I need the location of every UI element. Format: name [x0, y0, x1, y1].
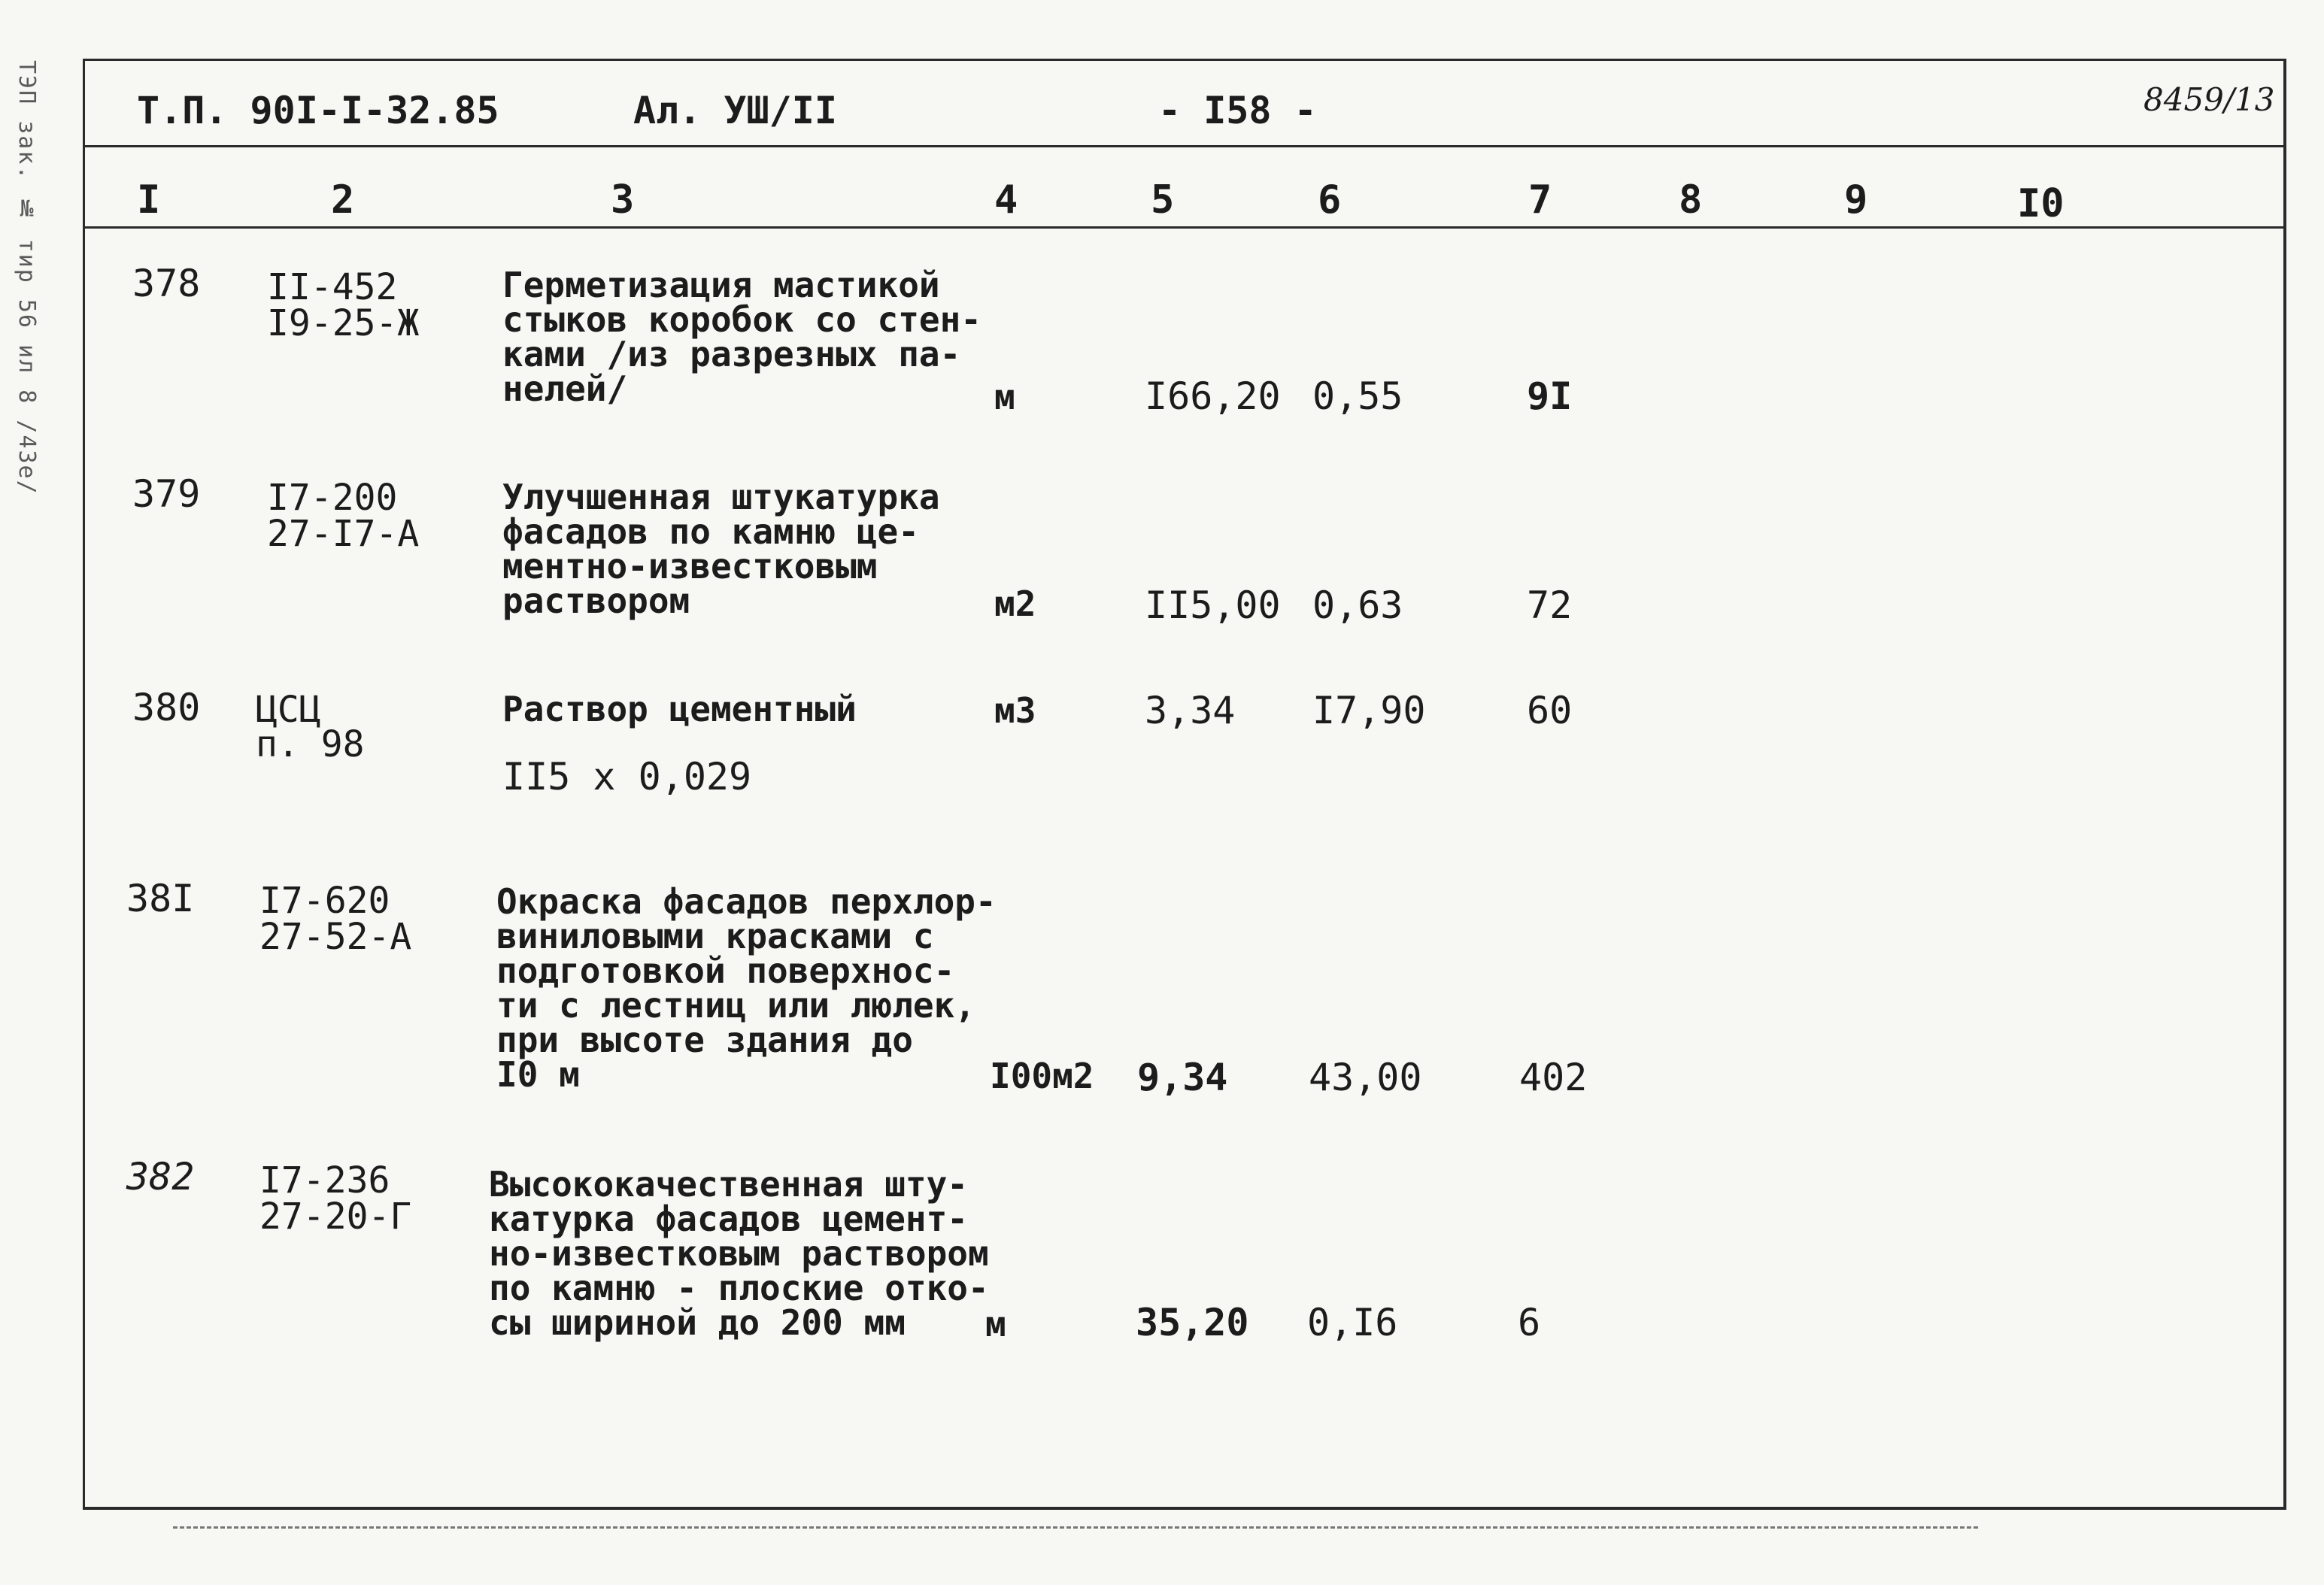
work-description: ментно-известковым	[502, 546, 878, 586]
work-description: Герметизация мастикой	[502, 265, 940, 305]
work-description: но-известковым раствором	[489, 1233, 989, 1274]
column-header-7: 7	[1528, 177, 1552, 223]
column-header-6: 6	[1318, 177, 1342, 223]
work-description: при высоте здания до	[496, 1020, 913, 1060]
norm-code: I7-200	[267, 477, 398, 519]
inventory-number: 8459/13	[2143, 81, 2275, 118]
quantity: II5,00	[1145, 583, 1281, 627]
unit: м2	[994, 583, 1036, 624]
total: 6	[1518, 1301, 1541, 1344]
total: 72	[1527, 583, 1573, 627]
norm-code: II-452	[267, 266, 398, 308]
total: 60	[1527, 689, 1573, 732]
norm-code: п. 98	[256, 723, 365, 765]
work-description: I0 м	[496, 1054, 580, 1095]
header-rule	[85, 145, 2283, 147]
row-number: 382	[126, 1155, 195, 1199]
work-description: ками /из разрезных па-	[502, 334, 961, 374]
work-description: нелей/	[502, 368, 628, 409]
norm-code: 27-20-Г	[259, 1196, 412, 1238]
norm-code: I9-25-Ж	[267, 302, 420, 344]
unit: м3	[994, 690, 1036, 731]
unit-price: 0,55	[1312, 374, 1403, 418]
work-description: катурка фасадов цемент-	[489, 1199, 968, 1239]
norm-code: 27-I7-А	[267, 513, 420, 555]
work-description: виниловыми красками с	[496, 916, 934, 956]
quantity: I66,20	[1145, 374, 1281, 418]
unit: м	[994, 377, 1015, 417]
work-description: по камню - плоские отко-	[489, 1268, 989, 1308]
project-code: Т.П. 90I-I-32.85	[137, 89, 499, 132]
work-description: раствором	[502, 580, 690, 621]
column-header-8: 8	[1679, 177, 1703, 223]
column-header-4: 4	[994, 177, 1018, 223]
row-number: 378	[132, 262, 201, 305]
unit-price: 0,63	[1312, 583, 1403, 627]
norm-code: I7-620	[259, 880, 390, 922]
row-number: 380	[132, 686, 201, 729]
margin-note: ТЭП зак. № тир 56 ил 8 /43e/	[14, 60, 40, 496]
column-header-3: 3	[611, 177, 635, 223]
column-header-5: 5	[1151, 177, 1175, 223]
column-header-10: I0	[2017, 181, 2065, 226]
row-number: 379	[132, 472, 201, 516]
work-description: стыков коробок со стен-	[502, 299, 981, 340]
column-header-1: I	[137, 177, 161, 223]
norm-code: I7-236	[259, 1159, 390, 1202]
work-description: фасадов по камню це-	[502, 511, 919, 552]
album-label: Ал. УШ/II	[633, 89, 837, 132]
bottom-edge-dash	[173, 1526, 1978, 1529]
quantity-formula: II5 х 0,029	[502, 755, 752, 799]
work-description: Улучшенная штукатурка	[502, 477, 940, 517]
total: 9I	[1527, 374, 1573, 418]
unit-price: I7,90	[1312, 689, 1426, 732]
work-description: Раствор цементный	[502, 689, 857, 729]
document-frame	[83, 59, 2286, 1510]
total: 402	[1519, 1056, 1588, 1099]
quantity: 3,34	[1145, 689, 1236, 732]
norm-code: 27-52-А	[259, 916, 412, 958]
row-number: 38I	[126, 877, 195, 920]
column-header-2: 2	[331, 177, 355, 223]
work-description: ти с лестниц или люлек,	[496, 985, 975, 1026]
norm-code: ЦСЦ	[256, 689, 321, 731]
unit-price: 43,00	[1309, 1056, 1422, 1099]
work-description: подготовкой поверхнос-	[496, 950, 955, 991]
work-description: Высококачественная шту-	[489, 1164, 968, 1205]
unit-price: 0,I6	[1307, 1301, 1398, 1344]
work-description: сы шириной до 200 мм	[489, 1302, 906, 1343]
unit: м	[985, 1304, 1006, 1344]
quantity: 9,34	[1137, 1056, 1228, 1099]
work-description: Окраска фасадов перхлор-	[496, 881, 997, 922]
page-number: - I58 -	[1158, 89, 1317, 132]
quantity: 35,20	[1136, 1301, 1249, 1344]
column-header-rule	[85, 226, 2283, 229]
unit: I00м2	[990, 1056, 1094, 1096]
column-header-9: 9	[1844, 177, 1868, 223]
